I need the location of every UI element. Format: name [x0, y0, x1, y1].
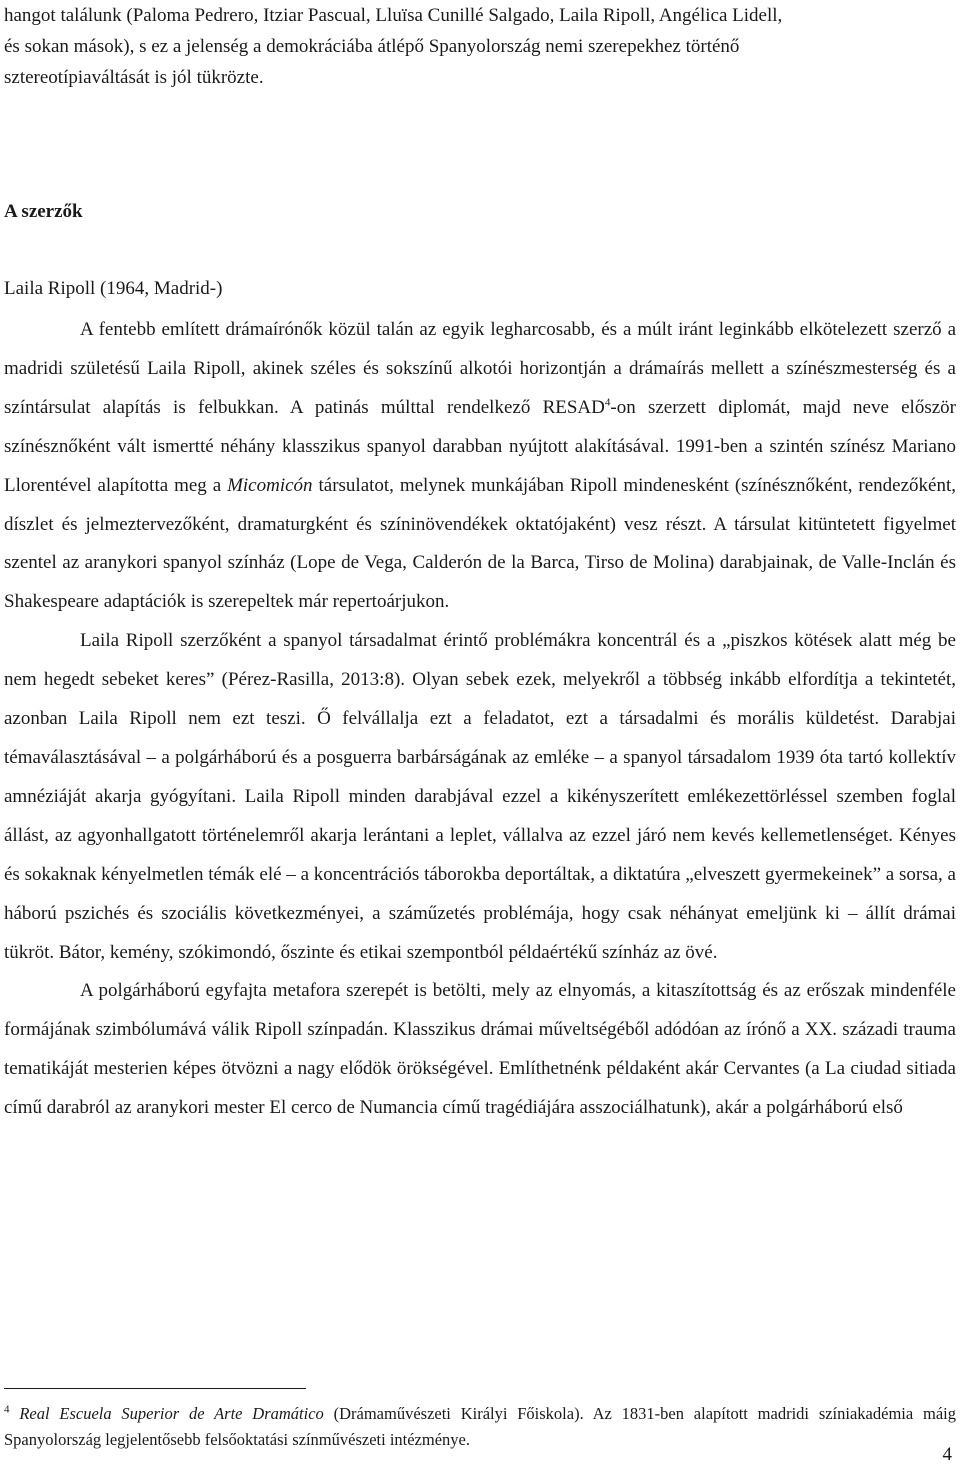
footnote-text: (Drámaművészeti Királyi Főiskola). Az 1831-ben alapított madridi színiakadémia máig Spanyolország legjelentősebb felsőoktatási színművészeti intézménye. [4, 1404, 956, 1449]
document-page [4, 0, 956, 1119]
paragraph-1: A fentebb említett drámaírónők közül talán az egyik legharcosabb, és a múlt iránt leginkább elkötelezett szerző a madridi születésű Laila Ripoll, akinek széles és sokszínű alkotói horizontján a drámaírás mellett a színészmesterség és a színtársulat alapítás is felbukkan. A patinás múlttal rendelkező RESAD$^4$-on szerzett diplomát, majd neve először színésznőként vált ismertté néhány klasszikus spanyol darabban nyújtott alakításával. 1991-ben a szintén színész Mariano Llorentével alapította meg a Micomicón társulatot, melynek munkájában Ripoll mindenesként (színésznőként, rendezőként, díszlet és jelmeztervezőként, dramaturgként és színinövendékek oktatójaként) vesz részt. A társulat kitüntetett figyelmet szentel az aranykori spanyol színház (Lope de Vega, Calderón de la Barca, Tirso de Molina) darabjainak, de Valle-Inclán és Shakespeare adaptációk is szerepeltek már repertoárjukon. [4, 319, 956, 613]
intro-line-1: hangot találunk (Paloma Pedrero, Itziar Pascual, Lluïsa Cunillé Salgado, Laila Ripoll, Angélica Lidell, [4, 5, 783, 26]
intro-line-2: és sokan mások), s ez a jelenség a demokráciába átlépő Spanyolország nemi szerepekhez történő [4, 36, 740, 57]
subsection-heading: Laila Ripoll (1964, Madrid-) [4, 278, 223, 299]
intro-paragraph [4, 0, 956, 93]
paragraph-3: A polgárháború egyfajta metafora szerepét is betölti, mely az elnyomás, a kitaszítottság és az erőszak mindenféle formájának szimbólumává válik Ripoll színpadán. Klasszikus drámai műveltségéből adódóan az írónő a XX. századi trauma tematikáját mesterien képes ötvözni a nagy elődök örökségével. Említhetnénk példaként akár Cervantes (a La ciudad sitiada című darabról az aranykori mester El cerco de Numancia című tragédiájára asszociálhatunk), akár a polgárháború első [4, 980, 956, 1119]
section-heading: A szerzők [4, 201, 83, 222]
footnote-number: 4 [4, 1403, 10, 1416]
footnote-reference[interactable]: 4 [604, 396, 611, 409]
intro-line-3: sztereotípiaváltását is jól tükrözte. [4, 67, 264, 88]
page-number: 4 [942, 1444, 952, 1465]
footnote [4, 1401, 956, 1453]
footnote-divider [4, 1388, 306, 1389]
paragraph-2: Laila Ripoll szerzőként a spanyol társadalmat érintő problémákra koncentrál és a „piszkos kötések alatt még be nem hegedt sebeket keres” (Pérez-Rasilla, 2013:8). Olyan sebek ezek, melyekről a többség inkább elfordítja a tekintetét, azonban Laila Ripoll nem ezt teszi. Ő felvállalja ezt a feladatot, ezt a társadalmi és morális küldetést. Darabjai témaválasztásával – a polgárháború és a posguerra barbárságának az emléke – a spanyol társadalom 1939 óta tartó kollektív amnéziáját akarja gyógyítani. Laila Ripoll minden darabjával ezzel a kikényszerített emlékezettörléssel szemben foglal állást, az agyonhallgatott történelemről akarja lerántani a leplet, vállalva az ezzel járó nem kevés kellemetlenséget. Kényes és sokaknak kényelmetlen témák elé – a koncentrációs táborokba deportáltak, a diktatúra „elveszett gyermekeinek” a sorsa, a háború pszichés és szociális következményei, a száműzetés problémája, hogy csak néhányat emeljünk ki – állít drámai tükröt. Bátor, kemény, szókimondó, őszinte és etikai szempontból példaértékű színház az övé. [4, 630, 956, 963]
body-text [4, 311, 956, 1128]
company-name: Micomicón [227, 474, 313, 496]
footnote-title: Real Escuela Superior de Arte Dramático [19, 1404, 324, 1423]
